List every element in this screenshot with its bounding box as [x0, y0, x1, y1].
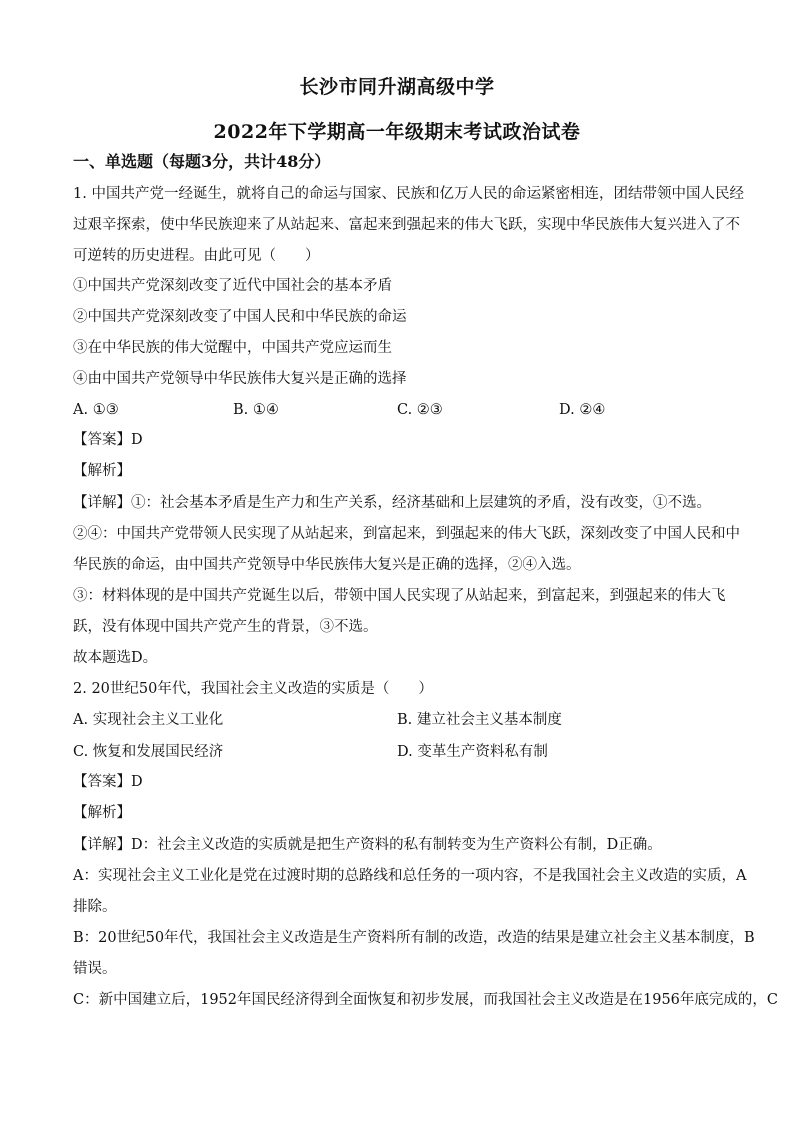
- q2-option-d: D. 变革生产资料私有制: [397, 744, 548, 760]
- q1-statement: ③在中华民族的伟大觉醒中，中国共产党应运而生: [73, 340, 392, 356]
- q2-explanation-line: 错误。: [73, 961, 117, 977]
- q1-option-b: B. ①④: [233, 402, 279, 418]
- q1-stem-line: 1. 中国共产党一经诞生，就将自己的命运与国家、民族和亿万人民的命运紧密相连，团结带领中国人民经: [73, 186, 744, 202]
- q2-explanation-line: 【详解】D：社会主义改造的实质就是把生产资料的私有制转变为生产资料公有制，D正确。: [73, 837, 662, 853]
- q1-statement: ④由中国共产党领导中华民族伟大复兴是正确的选择: [73, 371, 407, 387]
- q1-explanation-line: 华民族的命运，由中国共产党领导中华民族伟大复兴是正确的选择，②④入选。: [73, 557, 581, 573]
- q1-explanation-line: 【详解】①：社会基本矛盾是生产力和生产关系，经济基础和上层建筑的矛盾，没有改变，①不选。: [73, 495, 711, 511]
- q2-explanation-line: A：实现社会主义工业化是党在过渡时期的总路线和总任务的一项内容，不是我国社会主义改造的实质，A: [73, 868, 747, 884]
- q2-option-c: C. 恢复和发展国民经济: [73, 744, 224, 760]
- q1-explanation-line: 故本题选D。: [73, 650, 158, 666]
- q2-explanation-line: B：20世纪50年代，我国社会主义改造是生产资料所有制的改造，改造的结果是建立社会主义基本制度，B: [73, 930, 755, 946]
- q1-statement: ①中国共产党深刻改变了近代中国社会的基本矛盾: [73, 278, 392, 294]
- q1-explanation-line: 跃，没有体现中国共产党产生的背景，③不选。: [73, 619, 378, 635]
- q1-statement: ②中国共产党深刻改变了中国人民和中华民族的命运: [73, 309, 407, 325]
- exam-title: 2022年下学期高一年级期末考试政治试卷: [213, 121, 581, 143]
- q2-analysis-label: 【解析】: [73, 805, 131, 821]
- q1-option-d: D. ②④: [559, 402, 606, 418]
- q2-explanation-line: C：新中国建立后，1952年国民经济得到全面恢复和初步发展，而我国社会主义改造是在1956年底完成的，C: [73, 992, 778, 1008]
- school-title: 长沙市同升湖高级中学: [299, 76, 495, 98]
- q2-stem: 2. 20世纪50年代，我国社会主义改造的实质是（ ）: [73, 681, 433, 697]
- q2-explanation-line: 排除。: [73, 899, 117, 915]
- q1-explanation-line: ③：材料体现的是中国共产党诞生以后，带领中国人民实现了从站起来，到富起来，到强起来的伟大飞: [73, 588, 726, 604]
- q1-stem-line: 过艰辛探索，使中华民族迎来了从站起来、富起来到强起来的伟大飞跃，实现中华民族伟大复兴进入了不: [73, 217, 740, 233]
- q1-option-c: C. ②③: [397, 402, 443, 418]
- q2-answer: 【答案】D: [73, 774, 143, 790]
- q1-stem-line: 可逆转的历史进程。由此可见（ ）: [73, 248, 320, 264]
- section-heading: 一、单选题（每题3分，共计48分）: [73, 152, 331, 171]
- q1-option-a: A. ①③: [73, 402, 119, 418]
- q2-option-b: B. 建立社会主义基本制度: [397, 712, 562, 728]
- q1-answer: 【答案】D: [73, 432, 143, 448]
- q1-analysis-label: 【解析】: [73, 463, 131, 479]
- q2-option-a: A. 实现社会主义工业化: [73, 712, 224, 728]
- q1-explanation-line: ②④：中国共产党带领人民实现了从站起来，到富起来，到强起来的伟大飞跃，深刻改变了中国人民和中: [73, 526, 740, 542]
